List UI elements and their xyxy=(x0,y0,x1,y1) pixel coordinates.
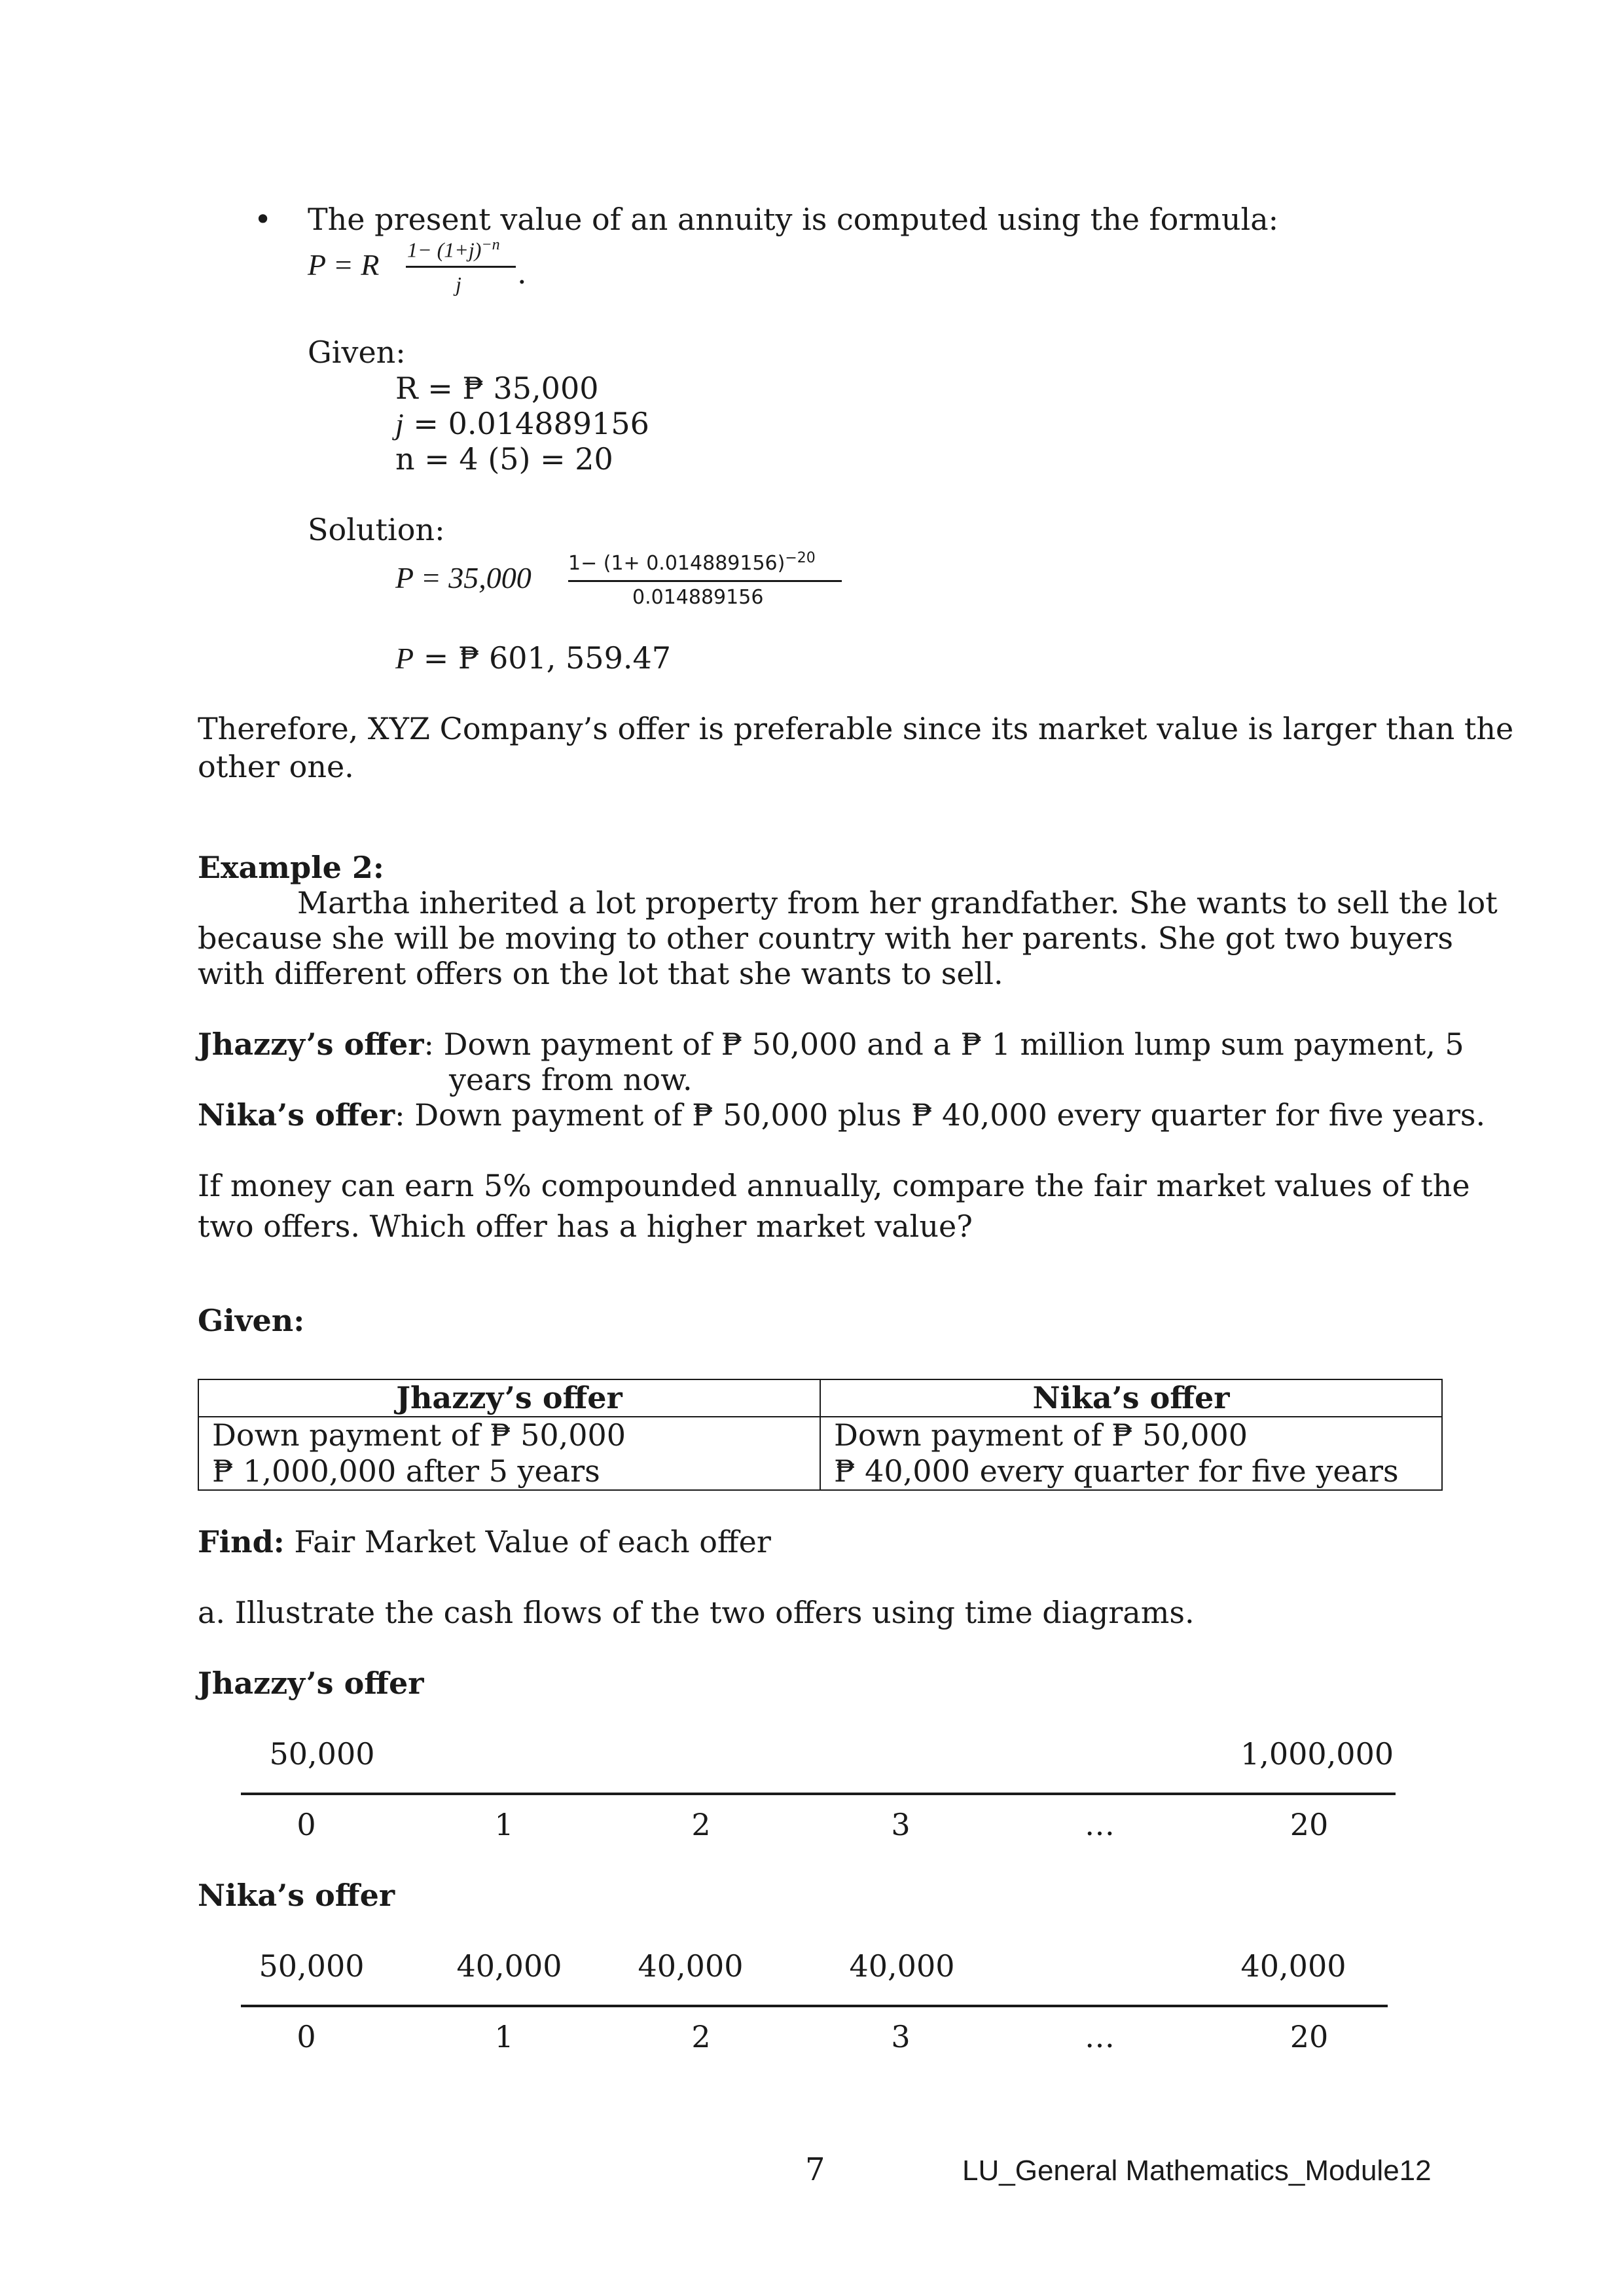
solution-lhs: P = 35,000 xyxy=(395,561,532,594)
solution-result-value: = ₱ 601, 559.47 xyxy=(414,640,671,676)
nika-offer-text: : Down payment of ₱ 50,000 plus ₱ 40,000 every quarter for five years. xyxy=(395,1097,1486,1133)
solution-denominator: 0.014889156 xyxy=(632,586,764,609)
table-cell-line: Down payment of ₱ 50,000 xyxy=(212,1417,626,1453)
jhazzy-offer-line-2: years from now. xyxy=(449,1062,693,1097)
formula-denominator: j xyxy=(456,272,461,296)
jhazzy-period-3: 3 xyxy=(891,1807,911,1842)
solution-numerator xyxy=(568,551,816,574)
nika-amount-2: 40,000 xyxy=(638,1948,744,1984)
conclusion-line-1: Therefore, XYZ Company’s offer is preferable since its market value is larger than the xyxy=(198,711,1514,746)
given-n xyxy=(395,441,613,477)
formula-lhs: P = R xyxy=(308,248,380,282)
example-2-para-line-2: because she will be moving to other country with her parents. She got two buyers xyxy=(198,920,1453,956)
nika-amount-3: 40,000 xyxy=(849,1948,955,1984)
given-label-2: Given: xyxy=(198,1303,305,1338)
nika-period-1: 1 xyxy=(494,2019,514,2054)
page-number: 7 xyxy=(805,2151,825,2188)
jhazzy-period-1: 1 xyxy=(494,1807,514,1842)
jhazzy-timeline-axis xyxy=(241,1793,1396,1795)
jhazzy-amount-0: 50,000 xyxy=(269,1736,375,1772)
given-n-var: n xyxy=(395,441,415,477)
jhazzy-period-20: 20 xyxy=(1290,1807,1329,1842)
nika-period-3: 3 xyxy=(891,2019,911,2054)
given-r xyxy=(395,371,599,406)
jhazzy-timeline-title: Jhazzy’s offer xyxy=(198,1666,424,1701)
solution-fraction-bar xyxy=(568,580,842,582)
nika-timeline-title: Nika’s offer xyxy=(198,1878,395,1913)
question-line-2: two offers. Which offer has a higher market value? xyxy=(198,1209,973,1244)
nika-period-2: 2 xyxy=(691,2019,711,2054)
table-cell-line: Down payment of ₱ 50,000 xyxy=(834,1417,1248,1453)
formula-fraction-bar xyxy=(406,266,516,268)
jhazzy-offer-text: : Down payment of ₱ 50,000 and a ₱ 1 million lump sum payment, 5 xyxy=(424,1027,1464,1062)
jhazzy-amount-20: 1,000,000 xyxy=(1240,1736,1394,1772)
formula-numerator-exponent: −n xyxy=(481,236,500,253)
annuity-formula xyxy=(308,236,569,310)
jhazzy-offer-label: Jhazzy’s offer xyxy=(198,1027,424,1062)
given-label-1: Given: xyxy=(308,335,406,370)
solution-result-var: P xyxy=(395,642,414,675)
offers-table xyxy=(198,1379,1443,1491)
table-cell-nika xyxy=(820,1417,1442,1490)
example-2-para-line-3: with different offers on the lot that she wants to sell. xyxy=(198,956,1003,991)
part-a-instruction: a. Illustrate the cash flows of the two offers using time diagrams. xyxy=(198,1595,1195,1630)
solution-numerator-exponent: −20 xyxy=(785,550,816,566)
table-row xyxy=(198,1417,1442,1490)
module-footer: LU_General Mathematics_Module12 xyxy=(962,2155,1432,2187)
example-2-para-line-1: Martha inherited a lot property from her grandfather. She wants to sell the lot xyxy=(297,885,1498,920)
find-label: Find: xyxy=(198,1524,285,1559)
conclusion-line-2: other one. xyxy=(198,749,354,784)
nika-amount-20: 40,000 xyxy=(1240,1948,1346,1984)
nika-timeline-axis xyxy=(241,2005,1388,2007)
jhazzy-offer-line xyxy=(198,1027,1464,1062)
nika-period-0: 0 xyxy=(297,2019,316,2054)
example-2-heading: Example 2: xyxy=(198,850,384,885)
nika-amount-1: 40,000 xyxy=(456,1948,562,1984)
jhazzy-period-ellipsis: … xyxy=(1085,1807,1115,1842)
nika-period-20: 20 xyxy=(1290,2019,1329,2054)
jhazzy-period-2: 2 xyxy=(691,1807,711,1842)
solution-formula xyxy=(395,547,854,619)
table-header-nika: Nika’s offer xyxy=(820,1379,1442,1417)
table-cell-jhazzy xyxy=(198,1417,820,1490)
given-j-value: = 0.014889156 xyxy=(403,406,649,441)
solution-label: Solution: xyxy=(308,512,445,547)
given-j xyxy=(395,406,649,441)
given-r-var: R = xyxy=(395,371,463,406)
nika-offer-label: Nika’s offer xyxy=(198,1097,395,1133)
nika-offer-line xyxy=(198,1097,1486,1133)
table-header-row xyxy=(198,1379,1442,1417)
jhazzy-period-0: 0 xyxy=(297,1807,316,1842)
find-text: Fair Market Value of each offer xyxy=(284,1524,771,1559)
table-cell-line: ₱ 40,000 every quarter for five years xyxy=(834,1453,1399,1489)
solution-numerator-text: 1− (1+ 0.014889156) xyxy=(568,552,785,575)
given-r-value: ₱ 35,000 xyxy=(462,371,599,406)
question-line-1: If money can earn 5% compounded annually, compare the fair market values of the xyxy=(198,1168,1470,1203)
table-cell-line: ₱ 1,000,000 after 5 years xyxy=(212,1453,600,1489)
solution-result xyxy=(395,640,671,676)
formula-numerator xyxy=(407,237,500,261)
nika-period-ellipsis: … xyxy=(1085,2019,1115,2054)
formula-intro: The present value of an annuity is computed using the formula: xyxy=(308,202,1279,237)
nika-amount-0: 50,000 xyxy=(259,1948,365,1984)
given-j-var: j xyxy=(395,407,404,441)
formula-period: . xyxy=(517,255,527,291)
given-n-value: = 4 (5) = 20 xyxy=(414,441,613,477)
find-line xyxy=(198,1524,771,1559)
table-header-jhazzy: Jhazzy’s offer xyxy=(198,1379,820,1417)
bullet-icon: • xyxy=(254,202,272,237)
formula-numerator-text: 1− (1+j) xyxy=(407,238,482,262)
